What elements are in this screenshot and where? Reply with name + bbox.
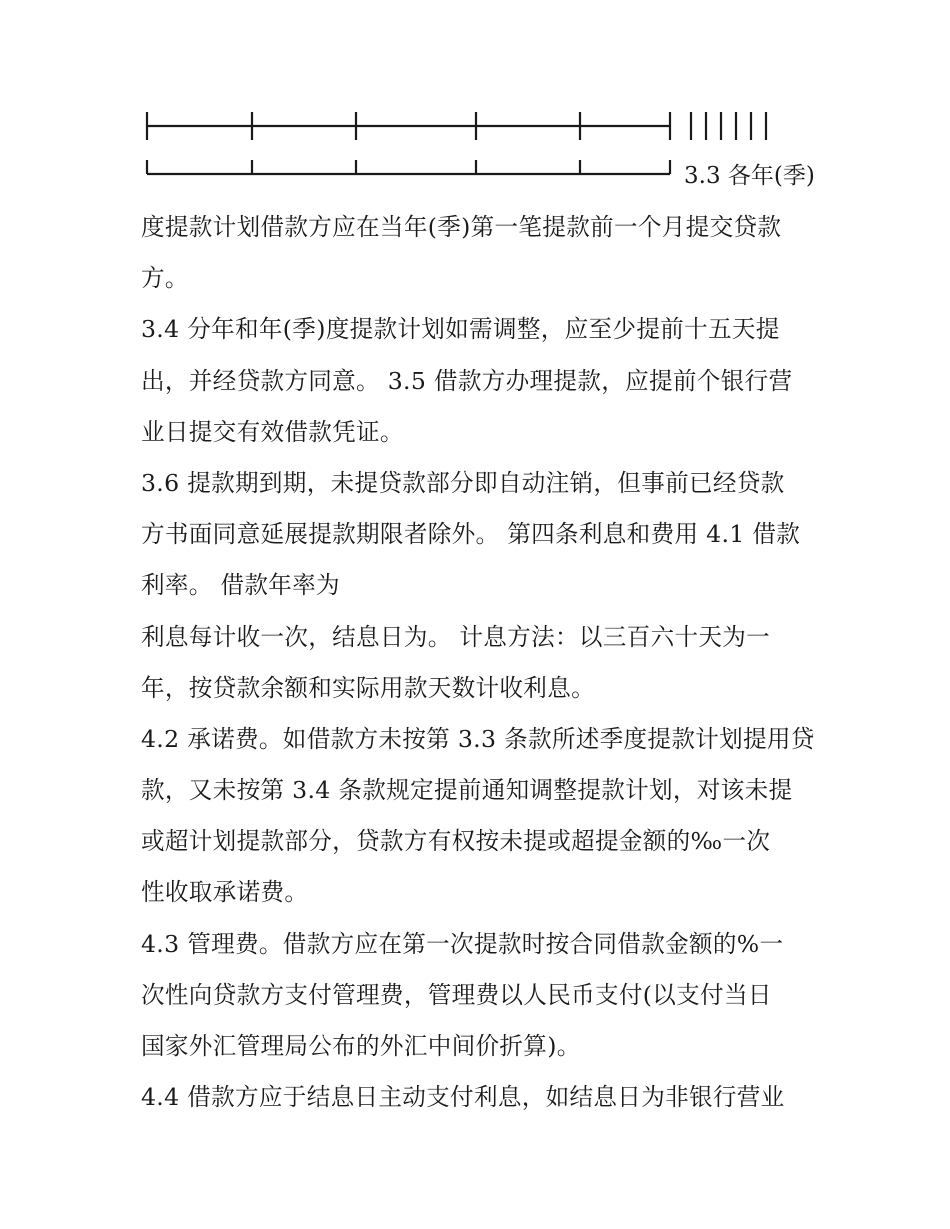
text-line: 方。 xyxy=(141,264,189,293)
text-line: 款，又未按第 3.4 条款规定提前通知调整提款计划，对该未提 xyxy=(141,776,793,805)
text-line: 4.4 借款方应于结息日主动支付利息，如结息日为非银行营业 xyxy=(141,1083,785,1112)
text-line: 3.4 分年和年(季)度提款计划如需调整，应至少提前十五天提 xyxy=(141,315,780,344)
text-line: 4.2 承诺费。如借款方未按第 3.3 条款所述季度提款计划提用贷 xyxy=(141,724,815,753)
text-line: 3.6 提款期到期，未提贷款部分即自动注销，但事前已经贷款 xyxy=(141,468,785,497)
section-heading-3-3: 3.3 各年(季) xyxy=(684,163,815,189)
text-line: 度提款计划借款方应在当年(季)第一笔提款前一个月提交贷款 xyxy=(141,213,782,241)
body-text xyxy=(141,202,821,1123)
text-line: 年，按贷款余额和实际用款天数计收利息。 xyxy=(141,673,595,702)
text-line: 方书面同意延展提款期限者除外。 第四条利息和费用 4.1 借款 xyxy=(141,520,801,549)
text-line: 利息每计收一次，结息日为。 计息方法：以三百六十天为一 xyxy=(141,622,771,651)
text-line: 4.3 管理费。借款方应在第一次提款时按合同借款金额的%一 xyxy=(141,929,784,958)
text-line: 业日提交有效借款凭证。 xyxy=(141,417,404,446)
text-line: 利率。 借款年率为 xyxy=(141,571,340,600)
text-line: 出，并经贷款方同意。 3.5 借款方办理提款，应提前个银行营 xyxy=(141,366,793,395)
text-line: 次性向贷款方支付管理费，管理费以人民币支付(以支付当日 xyxy=(141,980,772,1009)
text-line: 国家外汇管理局公布的外汇中间价折算)。 xyxy=(141,1032,581,1060)
text-line: 性收取承诺费。 xyxy=(141,878,309,907)
text-line: 或超计划提款部分，贷款方有权按未提或超提金额的‰一次 xyxy=(141,827,771,856)
